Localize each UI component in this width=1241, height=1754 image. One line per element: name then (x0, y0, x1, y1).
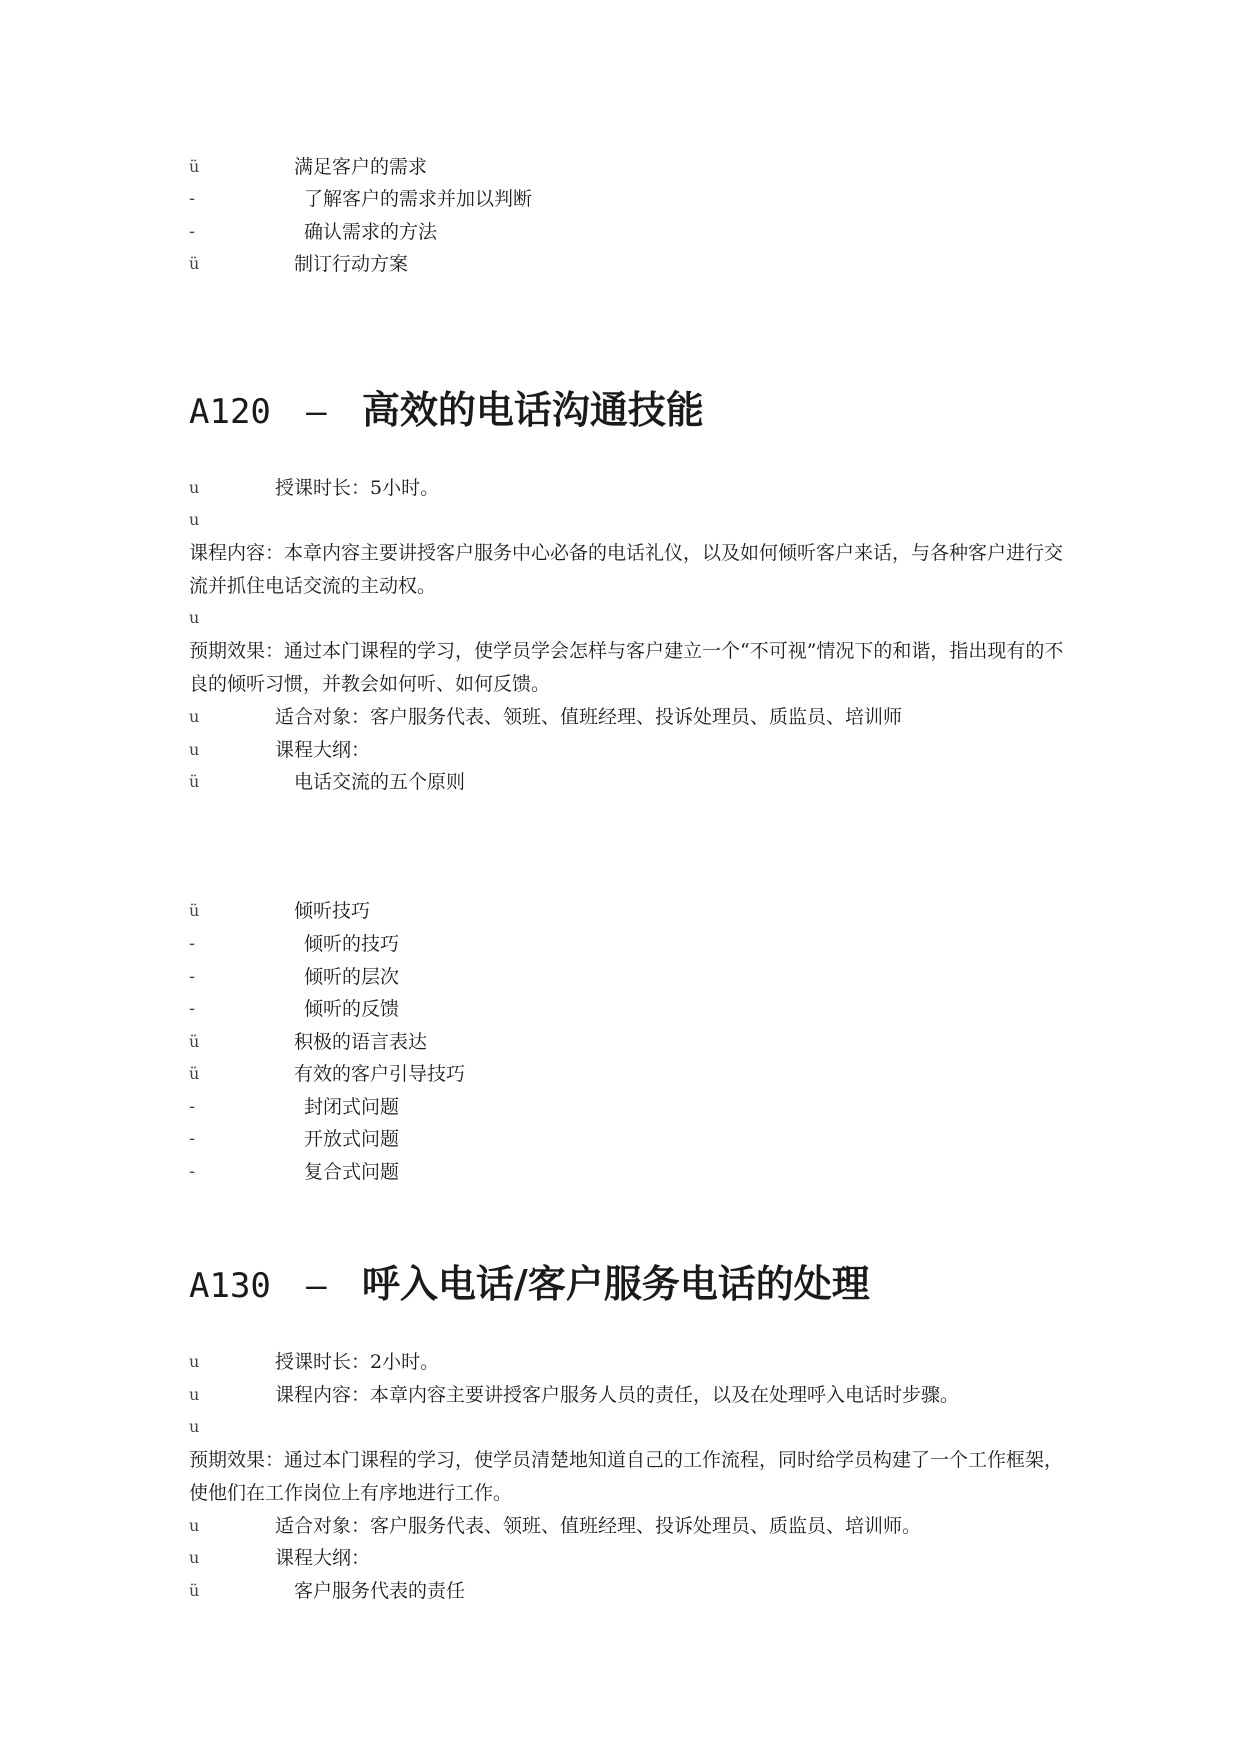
duration-text: 授课时长：5小时。 (275, 477, 440, 499)
outline-label: 课程大纲： (275, 739, 371, 761)
dash-bullet: - (189, 966, 196, 987)
check-bullet: ü (189, 254, 200, 273)
dash-bullet: - (189, 1128, 196, 1149)
content-text: 课程内容：本章内容主要讲授客户服务人员的责任，以及在处理呼入电话时步骤。 (275, 1384, 960, 1406)
outline-item-text: 倾听的层次 (304, 966, 400, 988)
u-bullet: u (189, 1548, 200, 1567)
outline-item-text: 倾听的反馈 (304, 998, 400, 1020)
u-bullet: u (189, 1417, 200, 1436)
outline-item-text: 有效的客户引导技巧 (294, 1063, 466, 1085)
effect-paragraph: 预期效果：通过本门课程的学习，使学员学会怎样与客户建立一个“不可视”情况下的和谐，指出现有的不良的倾听习惯，并教会如何听、如何反馈。 (189, 640, 1064, 695)
outline-item-text: 倾听技巧 (294, 900, 371, 922)
audience-text: 适合对象：客户服务代表、领班、值班经理、投诉处理员、质监员、培训师。 (275, 1515, 922, 1537)
u-bullet: u (189, 707, 200, 726)
duration-text: 授课时长：2小时。 (275, 1351, 440, 1373)
check-bullet: ü (189, 901, 200, 920)
u-bullet: u (189, 510, 200, 529)
outline-item-text: 开放式问题 (304, 1128, 400, 1150)
outline-item-text: 复合式问题 (304, 1161, 400, 1183)
check-bullet: ü (189, 157, 200, 176)
section-title: 高效的电话沟通技能 (361, 387, 704, 432)
list-item-text: 制订行动方案 (294, 253, 409, 275)
u-bullet: u (189, 1385, 200, 1404)
dash-bullet: - (189, 221, 196, 242)
section-separator: – (306, 1266, 327, 1306)
section-title: 呼入电话/客户服务电话的处理 (361, 1261, 870, 1306)
section-code: A130 (189, 1266, 271, 1306)
outline-item-text: 封闭式问题 (304, 1096, 400, 1118)
dash-bullet: - (189, 1161, 196, 1182)
check-bullet: ü (189, 1064, 200, 1083)
dash-bullet: - (189, 933, 196, 954)
content-paragraph: 课程内容：本章内容主要讲授客户服务中心必备的电话礼仪，以及如何倾听客户来话，与各种客户进行交流并抓住电话交流的主动权。 (189, 542, 1064, 597)
check-bullet: ü (189, 772, 200, 791)
outline-item-text: 电话交流的五个原则 (294, 771, 466, 793)
list-item-text: 了解客户的需求并加以判断 (304, 188, 533, 210)
section-heading-a130 (189, 1262, 870, 1308)
section-separator: – (306, 392, 327, 432)
outline-item-text: 客户服务代表的责任 (294, 1580, 466, 1602)
audience-text: 适合对象：客户服务代表、领班、值班经理、投诉处理员、质监员、培训师 (275, 706, 903, 728)
section-code: A120 (189, 392, 271, 432)
u-bullet: u (189, 740, 200, 759)
check-bullet: ü (189, 1581, 200, 1600)
outline-label: 课程大纲： (275, 1547, 371, 1569)
check-bullet: ü (189, 1032, 200, 1051)
u-bullet: u (189, 478, 200, 497)
outline-item-text: 积极的语言表达 (294, 1031, 428, 1053)
dash-bullet: - (189, 998, 196, 1019)
u-bullet: u (189, 1516, 200, 1535)
u-bullet: u (189, 608, 200, 627)
dash-bullet: - (189, 1096, 196, 1117)
list-item-text: 满足客户的需求 (294, 156, 428, 178)
dash-bullet: - (189, 188, 196, 209)
effect-paragraph: 预期效果：通过本门课程的学习，使学员清楚地知道自己的工作流程，同时给学员构建了一个工作框架，使他们在工作岗位上有序地进行工作。 (189, 1449, 1064, 1504)
section-heading-a120 (189, 388, 704, 434)
list-item-text: 确认需求的方法 (304, 221, 438, 243)
u-bullet: u (189, 1352, 200, 1371)
outline-item-text: 倾听的技巧 (304, 933, 400, 955)
